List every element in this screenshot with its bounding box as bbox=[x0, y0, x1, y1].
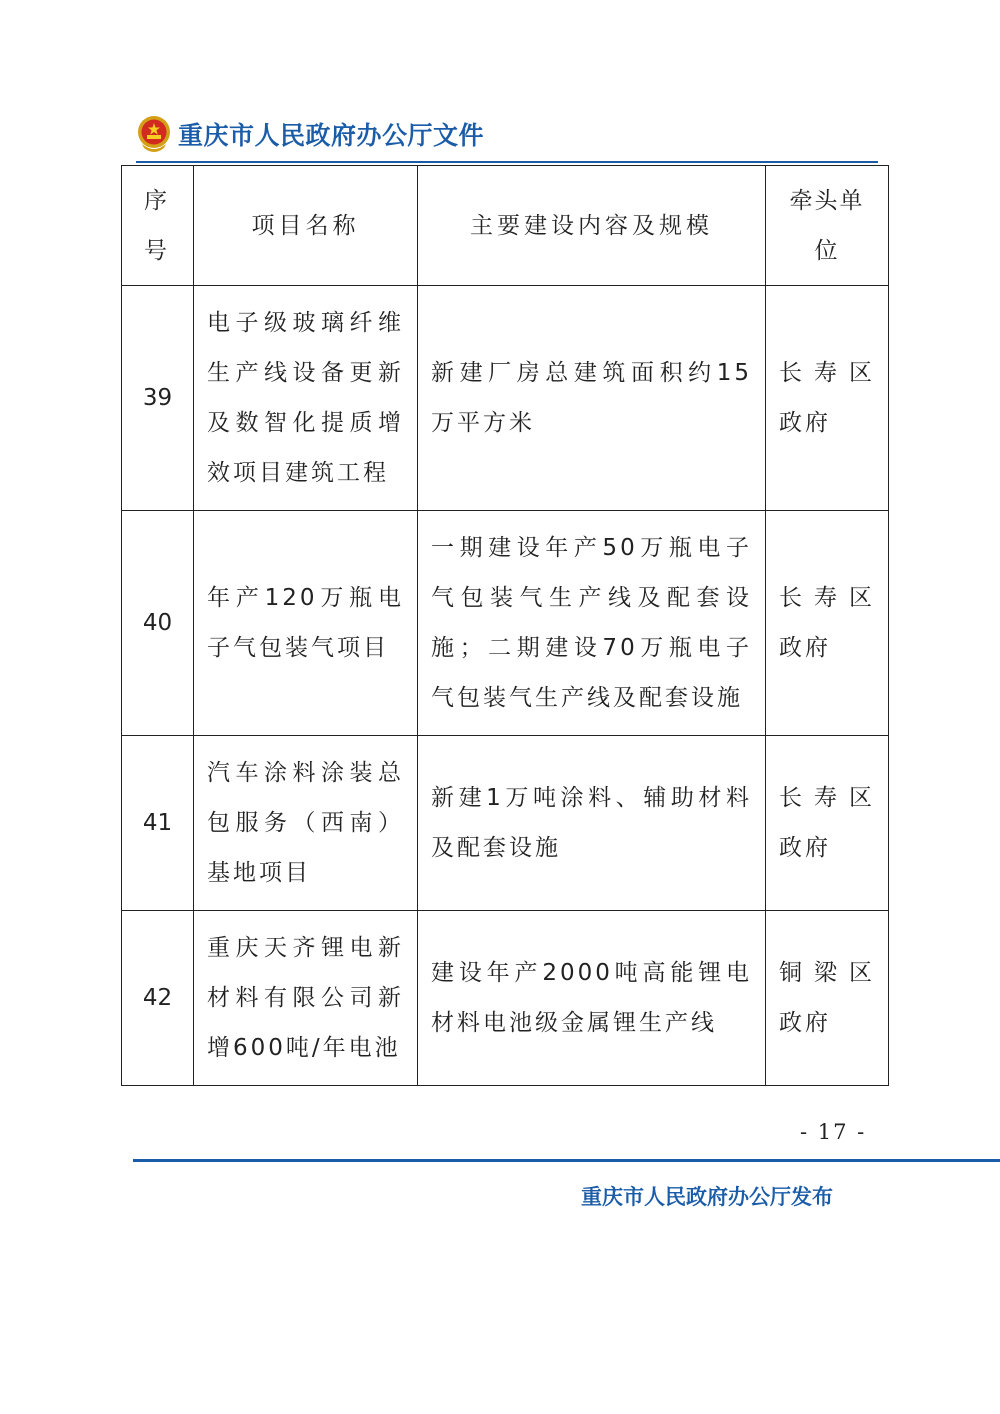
lead-unit: 铜梁区政府 bbox=[766, 911, 889, 1086]
table-row bbox=[122, 511, 889, 736]
lead-unit: 长寿区政府 bbox=[766, 511, 889, 736]
project-name: 汽车涂料涂装总包服务（西南）基地项目 bbox=[194, 736, 418, 911]
table-row bbox=[122, 286, 889, 511]
footer-publisher: 重庆市人民政府办公厅发布 bbox=[581, 1185, 833, 1209]
column-header-content: 主要建设内容及规模 bbox=[418, 166, 766, 286]
project-name: 电子级玻璃纤维生产线设备更新及数智化提质增效项目建筑工程 bbox=[194, 286, 418, 511]
document-header bbox=[136, 112, 881, 162]
row-number: 41 bbox=[122, 736, 194, 911]
construction-content: 新建厂房总建筑面积约15万平方米 bbox=[418, 286, 766, 511]
column-header-name: 项目名称 bbox=[194, 166, 418, 286]
row-number: 40 bbox=[122, 511, 194, 736]
table-row bbox=[122, 911, 889, 1086]
header-divider bbox=[136, 161, 878, 163]
column-header-unit: 牵头单位 bbox=[766, 166, 889, 286]
construction-content: 建设年产2000吨高能锂电材料电池级金属锂生产线 bbox=[418, 911, 766, 1086]
table-row bbox=[122, 736, 889, 911]
row-number: 39 bbox=[122, 286, 194, 511]
construction-content: 新建1万吨涂料、辅助材料及配套设施 bbox=[418, 736, 766, 911]
row-number: 42 bbox=[122, 911, 194, 1086]
column-header-no: 序号 bbox=[122, 166, 194, 286]
project-name: 年产120万瓶电子气包装气项目 bbox=[194, 511, 418, 736]
page-number: - 17 - bbox=[800, 1120, 867, 1144]
project-name: 重庆天齐锂电新材料有限公司新增600吨/年电池 bbox=[194, 911, 418, 1086]
project-table bbox=[121, 165, 889, 1086]
footer-divider bbox=[133, 1159, 1000, 1162]
table-header-row bbox=[122, 166, 889, 286]
lead-unit: 长寿区政府 bbox=[766, 286, 889, 511]
construction-content: 一期建设年产50万瓶电子气包装气生产线及配套设施；二期建设70万瓶电子气包装气生产线及配套设施 bbox=[418, 511, 766, 736]
header-title: 重庆市人民政府办公厅文件 bbox=[178, 121, 485, 150]
lead-unit: 长寿区政府 bbox=[766, 736, 889, 911]
national-emblem-icon bbox=[136, 114, 172, 154]
